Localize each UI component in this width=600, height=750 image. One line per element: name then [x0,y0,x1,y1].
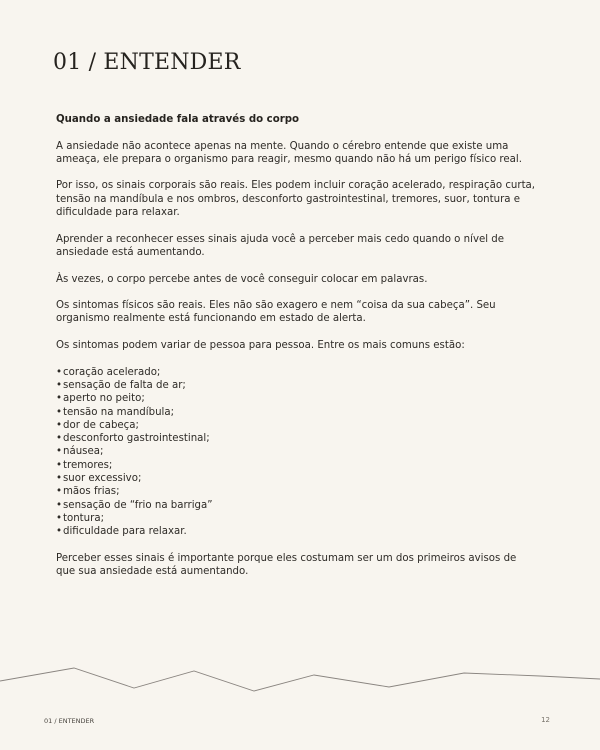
bullet: • [56,379,63,391]
bullet: • [56,446,63,458]
bullet: • [56,459,63,471]
list-item [56,366,536,379]
list-item-text: mãos frias; [63,486,120,498]
list-item-text: coração acelerado; [63,366,161,378]
list-item-text: dor de cabeça; [63,419,139,431]
bullet: • [56,366,63,378]
bullet: • [56,486,63,498]
section-heading: Quando a ansiedade fala através do corpo [56,114,300,125]
bullet: • [56,512,63,524]
list-item [56,445,536,458]
list-item-text: tensão na mandíbula; [63,406,175,418]
bullet: • [56,499,63,511]
list-item-text: suor excessivo; [63,473,142,485]
list-item [56,406,536,419]
bullet: • [56,419,63,431]
list-item-text: náusea; [63,446,104,458]
list-item [56,419,536,432]
content-body [56,113,536,578]
list-item [56,525,536,538]
page-number: 12 [541,716,550,724]
bullet: • [56,433,63,445]
list-item-text: aperto no peito; [63,393,145,405]
list-item-text: desconforto gastrointestinal; [63,433,210,445]
bullet: • [56,406,63,418]
paragraph: Os sintomas físicos são reais. Eles não são exagero e nem “coisa da sua cabeça”. Seu organismo realmente está funcionando em estado de alerta. [56,300,496,325]
paragraph: Os sintomas podem variar de pessoa para pessoa. Entre os mais comuns estão: [56,340,465,352]
list-item-text: sensação de falta de ar; [63,379,186,391]
list-item-text: tremores; [63,459,113,471]
list-item [56,392,536,405]
paragraph: Aprender a reconhecer esses sinais ajuda você a perceber mais cedo quando o nível de ansiedade está aumentando. [56,233,505,258]
bullet: • [56,393,63,405]
paragraph: A ansiedade não acontece apenas na mente. Quando o cérebro entende que existe uma ameaça, ele prepara o organismo para reagir, mesmo quando não há um perigo físico real. [56,140,522,165]
list-item [56,379,536,392]
bullet: • [56,473,63,485]
paragraph: Às vezes, o corpo percebe antes de você conseguir colocar em palavras. [56,273,428,285]
list-item-text: tontura; [63,512,104,524]
decorative-wave-line [0,660,600,700]
closing-paragraph: Perceber esses sinais é importante porque eles costumam ser um dos primeiros avisos de que sua ansiedade está aumentando. [56,552,517,578]
bullet: • [56,526,63,538]
list-item [56,485,536,498]
list-item-text: sensação de “frio na barriga” [63,499,213,511]
chapter-title: 01 / ENTENDER [53,50,241,75]
list-item [56,512,536,525]
wave-polyline [0,668,600,691]
list-item [56,472,536,485]
symptom-list [56,366,536,539]
list-item-text: dificuldade para relaxar. [63,526,187,538]
list-item [56,459,536,472]
paragraph: Por isso, os sinais corporais são reais. Eles podem incluir coração acelerado, respiração curta, tensão na mandíbula e nos ombros, desconforto gastrointestinal, tremores, suor, tontura e dificuldade para relaxar. [56,180,536,219]
list-item [56,432,536,445]
footer-chapter-label: 01 / ENTENDER [44,717,95,725]
list-item [56,499,536,512]
